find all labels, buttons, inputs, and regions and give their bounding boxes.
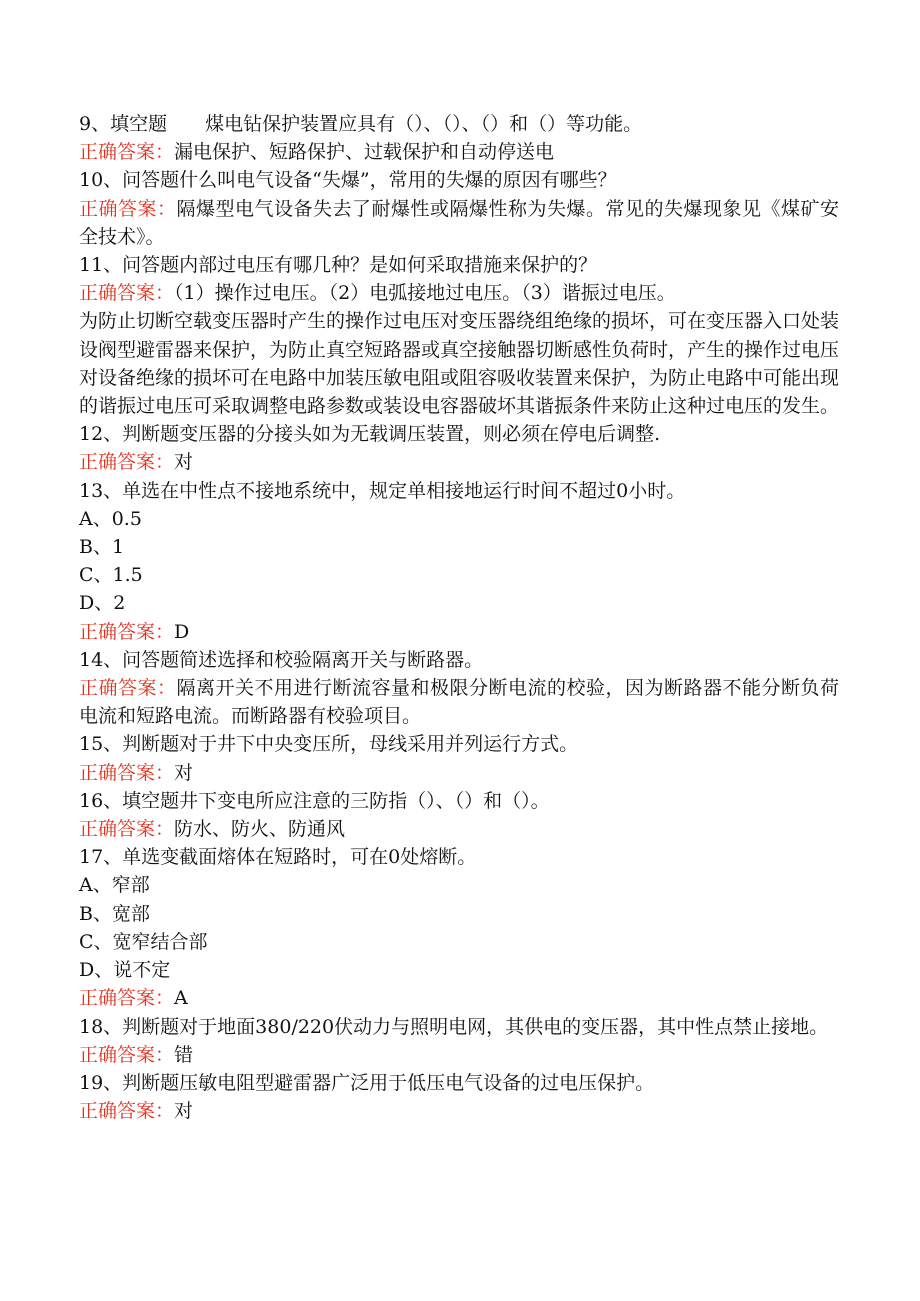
question-item (79, 166, 839, 251)
option-d: D、说不定 (79, 959, 171, 982)
question-item (79, 251, 839, 420)
option-a: A、0.5 (79, 507, 142, 530)
answer-text: 错 (174, 1043, 194, 1066)
answer-line (79, 674, 839, 730)
question-text: 17、单选变截面熔体在短路时，可在0处熔断。 (79, 846, 477, 869)
answer-line (79, 1097, 839, 1125)
answer-label: 正确答案： (79, 620, 175, 643)
answer-text: 防水、防火、防通风 (174, 818, 346, 841)
question-text: 16、填空题井下变电所应注意的三防指（）、（）和（）。 (79, 789, 550, 812)
question-item (79, 1013, 839, 1069)
option-c: C、宽窄结合部 (79, 930, 208, 953)
question-item (79, 477, 839, 646)
answer-line (79, 448, 839, 476)
question-text: 9、填空题 煤电钻保护装置应具有（）、（）、（）和（）等功能。 (79, 113, 643, 135)
answer-text: （1）操作过电压。（2）电弧接地过电压。（3）谐振过电压。 (174, 282, 676, 305)
question-text: 12、判断题变压器的分接头如为无载调压装置，则必须在停电后调整. (79, 423, 661, 446)
answer-label: 正确答案： (79, 987, 175, 1010)
answer-label: 正确答案： (79, 197, 177, 220)
option-a: A、窄部 (79, 874, 150, 897)
option-b: B、宽部 (79, 902, 150, 925)
answer-text: 对 (174, 761, 194, 784)
question-item (79, 646, 839, 731)
question-text: 18、判断题对于地面380/220伏动力与照明电网，其供电的变压器，其中性点禁止接地。 (79, 1015, 829, 1038)
question-text: 10、问答题什么叫电气设备“失爆”，常用的失爆的原因有哪些？ (79, 169, 617, 192)
answer-line (79, 759, 839, 787)
answer-line (79, 138, 839, 166)
answer-text: D (174, 620, 190, 643)
question-item (79, 843, 839, 1012)
question-item (79, 420, 839, 476)
answer-label: 正确答案： (79, 1100, 175, 1123)
answer-line (79, 815, 839, 843)
question-item (79, 1069, 839, 1125)
answer-text: 漏电保护、短路保护、过载保护和自动停送电 (174, 141, 555, 164)
question-item (79, 787, 839, 843)
question-item (79, 730, 839, 786)
answer-text: 对 (174, 451, 194, 474)
answer-label: 正确答案： (79, 1043, 175, 1066)
document-body (79, 110, 839, 1125)
answer-line (79, 984, 839, 1012)
answer-label: 正确答案： (79, 761, 175, 784)
answer-text: 隔离开关不用进行断流容量和极限分断电流的校验，因为断路器不能分断负荷电流和短路电流。而断路器有校验项目。 (79, 677, 839, 728)
question-text: 11、问答题内部过电压有哪几种？是如何采取措施来保护的？ (79, 254, 598, 277)
answer-explanation: 为防止切断空载变压器时产生的操作过电压对变压器绕组绝缘的损坏，可在变压器入口处装设阀型避雷器来保护，为防止真空短路器或真空接触器切断感性负荷时，产生的操作过电压对设备绝缘的损坏可在电路中加装压敏电阻或阻容吸收装置来保护，为防止电路中可能出现的谐振过电压可采取调整电路参数或装设电容器破坏其谐振条件来防止这种过电压的发生。 (79, 310, 840, 418)
answer-label: 正确答案： (79, 282, 175, 305)
option-b: B、1 (79, 536, 125, 559)
question-text: 14、问答题简述选择和校验隔离开关与断路器。 (79, 648, 484, 671)
answer-text: 对 (174, 1100, 194, 1123)
question-item (79, 110, 839, 166)
answer-line (79, 618, 839, 646)
answer-label: 正确答案： (79, 677, 177, 700)
answer-line (79, 1041, 839, 1069)
answer-text: 隔爆型电气设备失去了耐爆性或隔爆性称为失爆。常见的失爆现象见《煤矿安全技术》。 (79, 197, 839, 248)
answer-label: 正确答案： (79, 451, 175, 474)
question-text: 13、单选在中性点不接地系统中，规定单相接地运行时间不超过0小时。 (79, 479, 686, 502)
answer-label: 正确答案： (79, 818, 175, 841)
option-c: C、1.5 (79, 564, 143, 587)
question-text: 15、判断题对于井下中央变压所，母线采用并列运行方式。 (79, 733, 579, 756)
answer-label: 正确答案： (79, 141, 175, 164)
answer-line (79, 195, 839, 251)
answer-line (79, 279, 839, 307)
option-d: D、2 (79, 592, 126, 615)
question-text: 19、判断题压敏电阻型避雷器广泛用于低压电气设备的过电压保护。 (79, 1071, 655, 1094)
answer-text: A (174, 987, 188, 1010)
